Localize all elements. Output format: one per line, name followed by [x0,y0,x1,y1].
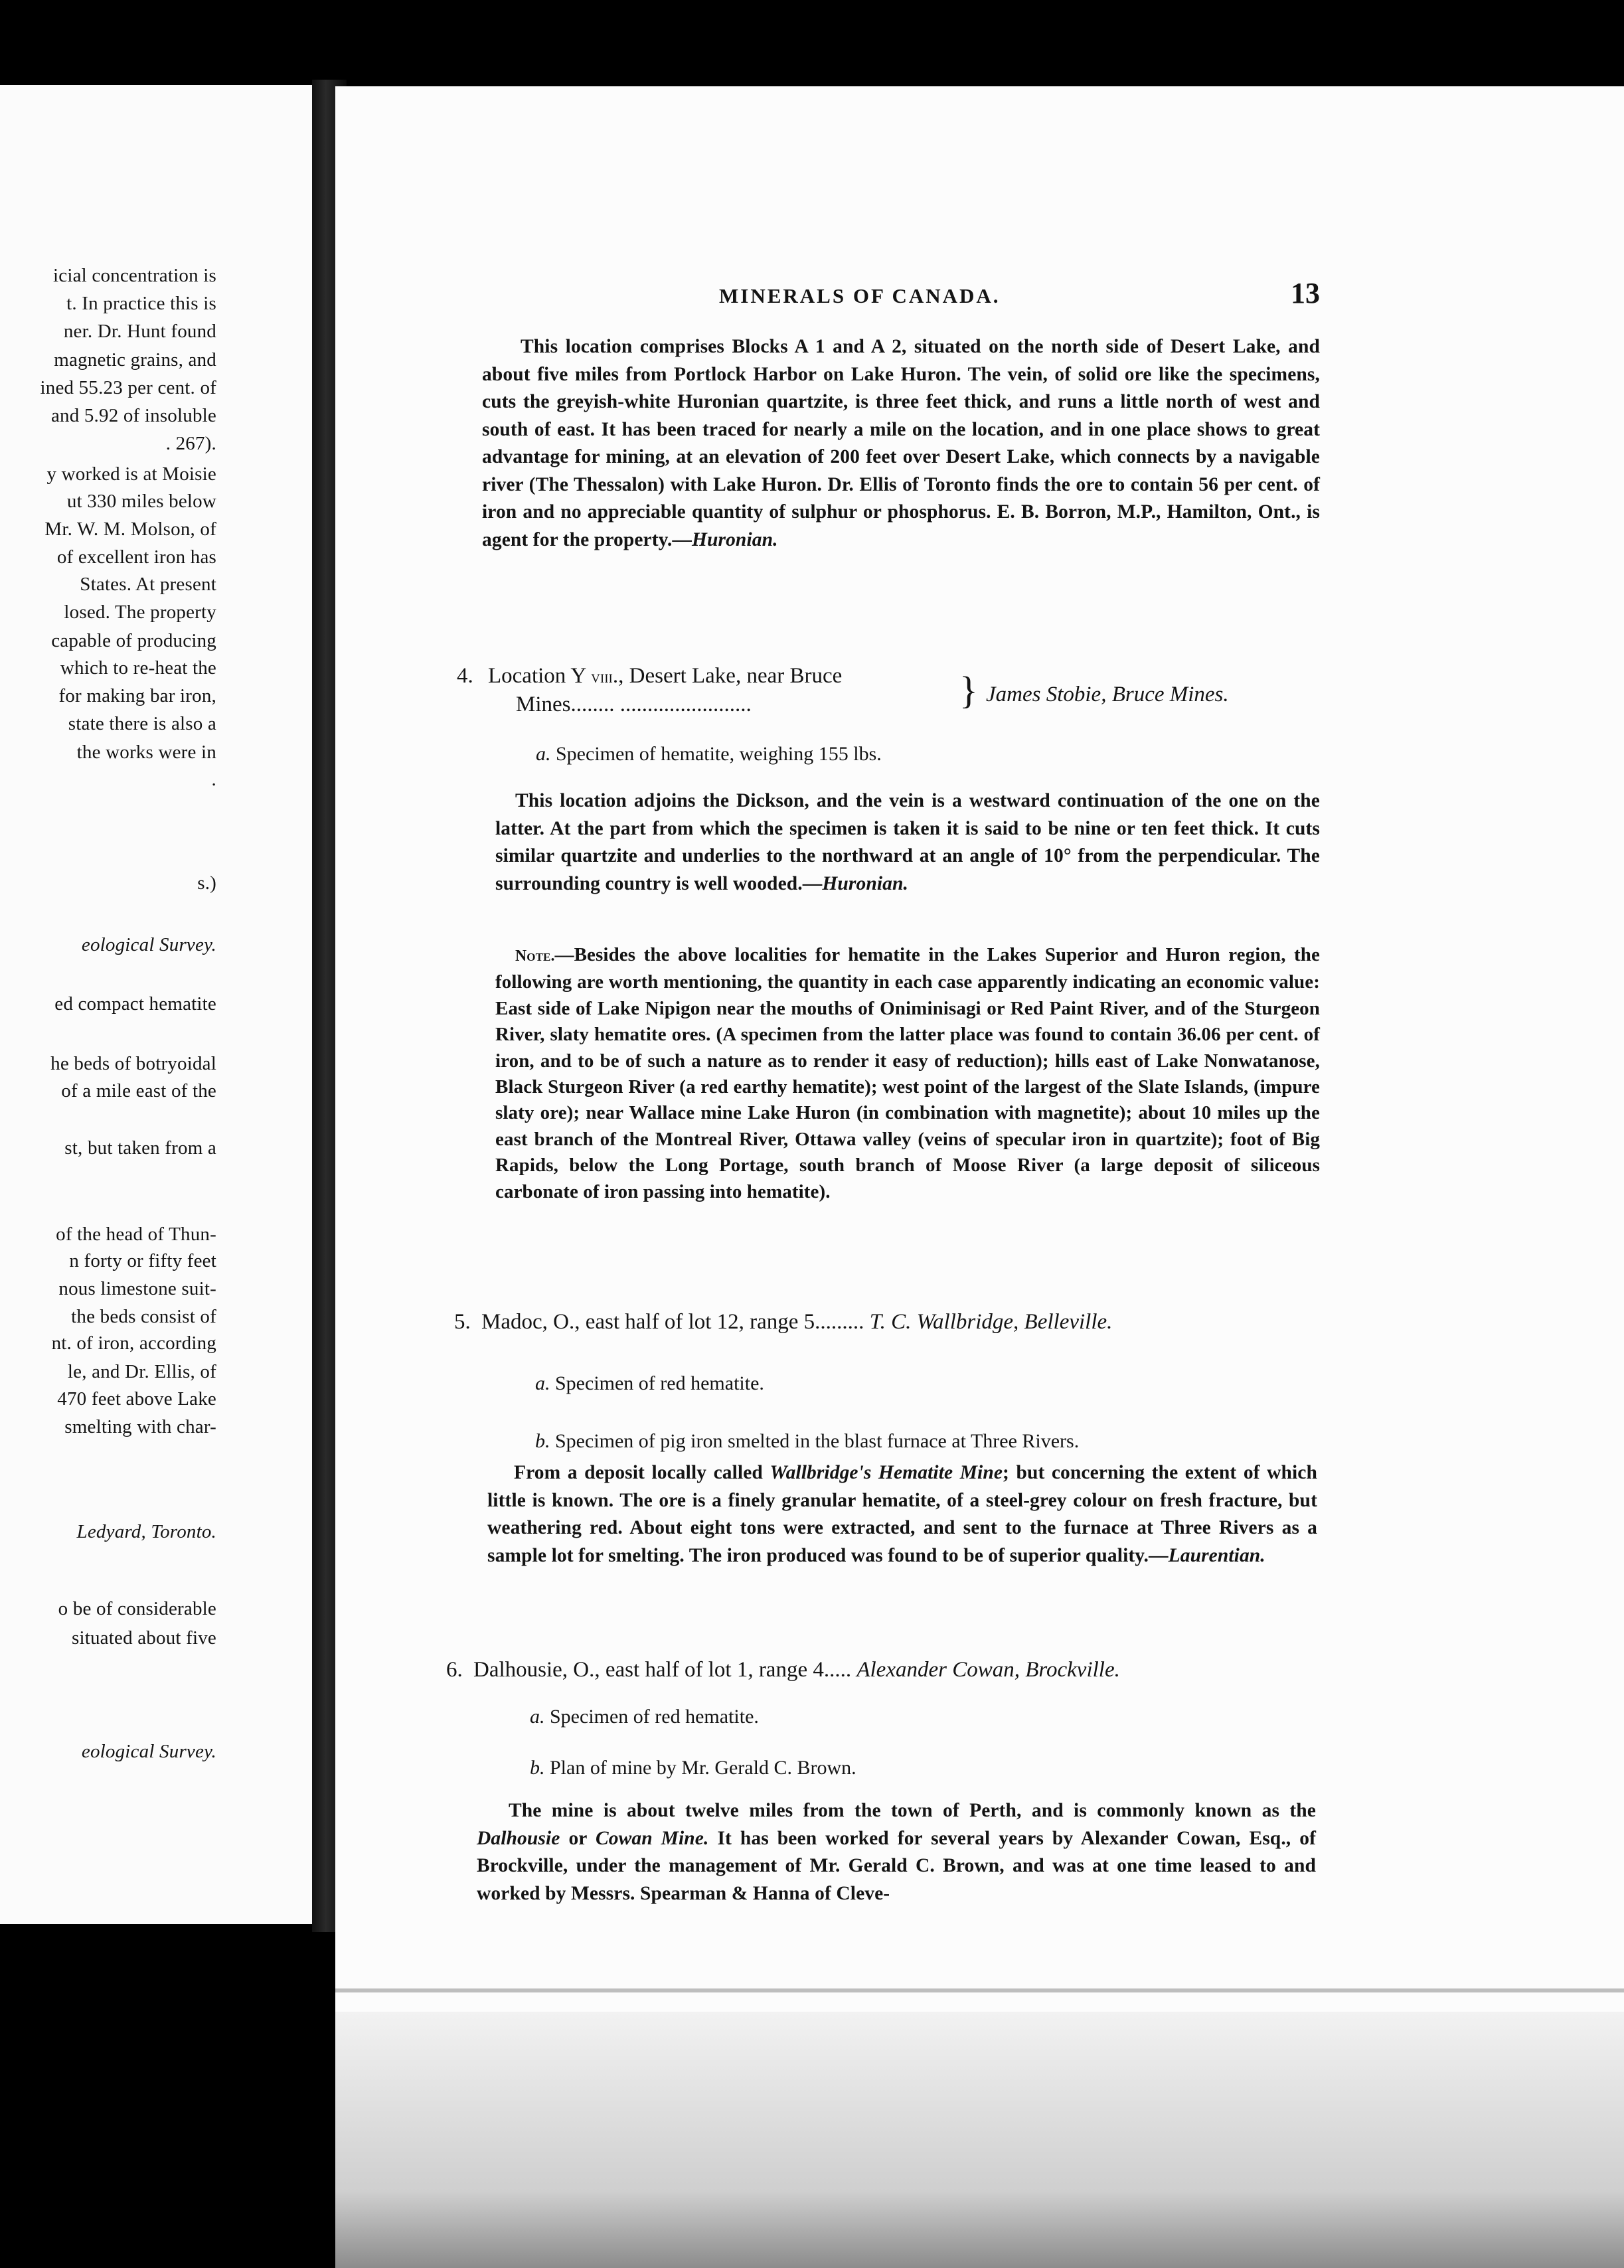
entry-5-item-b [535,1428,1079,1455]
note-label: Note. [515,947,555,965]
facing-page-line: . 267). [165,433,216,454]
paragraph-text: From a deposit locally called [514,1462,763,1483]
facing-page-line: le, and Dr. Ellis, of [67,1361,216,1382]
brace-icon: } [959,669,978,712]
entry-4-paragraph-text: This location adjoins the Dickson, and the vein is a westward continuation of the one on the latter. At the part from which the specimen is taken it is said to be nine or ten feet thick. It cuts similar quartzite and underlies to the northward at an angle of 10° from the perpendicular. The surrounding country is well wooded.— [495,790,1320,894]
entry-location: Dalhousie, O., east half of lot 1, range 4..... [473,1658,852,1682]
entry-4-location [457,662,842,690]
entry-4-location-line2: Mines........ ........................ [516,692,752,716]
facing-page-line: nt. of iron, according [51,1333,216,1354]
facing-page-line: losed. The property [64,602,216,623]
facing-page-line: and 5.92 of insoluble [50,405,216,426]
entry-6-item-a [530,1704,759,1730]
entry-location-line1-rest: ., Desert Lake, near Bruce [612,664,843,688]
page-number: 13 [1291,277,1320,309]
entry-location: Madoc, O., east half of lot 12, range 5......... [481,1310,864,1334]
mine-name: Dalhousie [477,1827,560,1849]
facing-page-line: ner. Dr. Hunt found [63,321,216,342]
facing-page-line: y worked is at Moisie [46,463,216,485]
facing-page-line: st, but taken from a [64,1137,216,1159]
entry-number: 4. [457,664,473,688]
facing-page-line: ed compact hematite [54,993,216,1014]
entry-6-owner: Alexander Cowan, Brockville. [856,1658,1120,1682]
mine-name: Cowan Mine. [595,1827,709,1849]
item-letter: a. [535,1372,550,1394]
facing-page-line: . [211,769,216,790]
paragraph-text: ; but concerning the extent of which little is known. The ore is a finely granular hematite, of a steel-grey colour on fresh fracture, but weathering red. About eight tons were extracted, and sent to the furnace at Three Rivers as a sample lot for smelting. The iron produced was found to be of superior quality.— [487,1462,1317,1566]
intro-paragraph [482,333,1320,554]
facing-page-line: t. In practice this is [66,293,216,314]
facing-page-line: he beds of botryoidal [50,1053,216,1074]
note-text: —Besides the above localities for hematite in the Lakes Superior and Huron region, the following are worth mentioning, the quantity in each case apparently indicating an economic value: East side of Lake Nipigon near the mouths of Oniminisagi or Red Paint River, and of the Sturgeon River, slaty hematite ores. (A specimen from the latter place was found to contain 36.06 per cent. of iron, and to be of such a nature as to render it easy of reduction); hills east of Lake Nonwatanose, Black Sturgeon River (a red earthy hematite); west point of the largest of the Slate Islands, (impure slaty ore); near Wallace mine Lake Huron (in combination with magnetite); about 10 miles up the east branch of the Montreal River, Ottawa valley (veins of specular iron in quartzite); foot of Big Rapids, below the Long Portage, south branch of Moose River (a large deposit of siliceous carbonate of iron passing into hematite). [495,944,1320,1202]
facing-page-line: magnetic grains, and [54,349,216,370]
facing-page-line: 470 feet above Lake [57,1388,216,1410]
facing-page-line: situated about five [71,1627,216,1649]
facing-page-line: Mr. W. M. Molson, of [44,519,216,540]
facing-page-line: of the head of Thun- [56,1224,216,1245]
entry-6-paragraph [477,1797,1316,1907]
entry-number: 6. [446,1658,463,1682]
item-letter: b. [530,1757,545,1779]
facing-page-line: capable of producing [51,630,216,651]
item-letter: a. [530,1706,545,1728]
facing-page-line: eological Survey. [81,1741,216,1762]
paragraph-text: It has been worked for several years by Alexander Cowan, Esq., of Brockville, under the management of Mr. Gerald C. Brown, and was at one time leased to and worked by Messrs. Spearman & Hanna of Cleve- [477,1827,1316,1904]
item-text: Specimen of red hematite. [555,1372,764,1394]
facing-page-line: n forty or fifty feet [69,1250,216,1271]
entry-6-location [446,1656,1120,1684]
facing-page-line: Ledyard, Toronto. [76,1521,216,1542]
entry-4-paragraph [495,787,1320,898]
entry-5-location [454,1308,1112,1336]
facing-page-line: nous limestone suit- [58,1278,216,1299]
item-text: Specimen of pig iron smelted in the blast furnace at Three Rivers. [555,1430,1080,1452]
mine-name: Wallbridge's Hematite Mine [770,1462,1003,1483]
scan-line-divider [335,1988,1624,1992]
facing-page-line: icial concentration is [53,265,216,286]
facing-page-line: ined 55.23 per cent. of [40,377,216,398]
entry-5-paragraph [487,1459,1317,1570]
entry-number: 5. [454,1310,471,1334]
formation-label: Laurentian. [1168,1544,1265,1566]
entry-4-note [495,942,1320,1205]
paragraph-text: or [568,1827,587,1849]
entry-location-numeral: viii [591,667,613,687]
item-text: Specimen of hematite, weighing 155 lbs. [556,743,882,765]
facing-page-line: for making bar iron, [58,685,216,706]
facing-page-line: o be of considerable [58,1598,216,1619]
intro-paragraph-text: This location comprises Blocks A 1 and A 2, situated on the north side of Desert Lake, and about five miles from Portlock Harbor on Lake Huron. The vein, of solid ore like the specimens, cuts the greyish-white Huronian quartzite, is three feet thick, and runs a little north of west and south of east. It has been traced for nearly a mile on the location, and in one place shows to great advantage for mining, at an elevation of 200 feet over Desert Lake, which connects by a navigable river (The Thessalon) with Lake Huron. Dr. Ellis of Toronto finds the ore to contain 56 per cent. of iron and no appreciable quantity of sulphur or phosphorus. E. B. Borron, M.P., Hamilton, Ont., is agent for the property.— [482,336,1320,550]
entry-4-item-a [536,741,882,768]
item-letter: b. [535,1430,550,1452]
paragraph-text: The mine is about twelve miles from the town of Perth, and is commonly known as the [509,1800,1316,1821]
entry-4-owner: James Stobie, Bruce Mines. [986,683,1229,706]
facing-page-line: the beds consist of [71,1306,216,1327]
facing-page-line: of a mile east of the [61,1080,216,1101]
facing-page-line: which to re-heat the [60,657,216,679]
entry-5-owner: T. C. Wallbridge, Belleville. [869,1310,1113,1334]
formation-label: Huronian. [822,872,908,894]
facing-page-line: state there is also a [68,713,216,734]
facing-page-line: smelting with char- [64,1416,216,1437]
entry-6-item-b [530,1755,856,1781]
facing-page-fragment [0,85,312,1924]
item-text: Specimen of red hematite. [550,1706,759,1728]
entry-location-line1: Location Y [488,664,586,688]
item-text: Plan of mine by Mr. Gerald C. Brown. [550,1757,856,1779]
item-letter: a. [536,743,551,765]
entry-5-item-a [535,1370,764,1397]
facing-page-line: of excellent iron has [56,546,216,568]
running-head: MINERALS OF CANADA. [719,284,1001,307]
facing-page-line: eological Survey. [81,934,216,955]
formation-label: Huronian. [691,528,778,550]
facing-page-line: the works were in [76,742,216,763]
blank-page-margin [335,2012,1624,2268]
facing-page-line: States. At present [80,574,216,595]
facing-page-line: ut 330 miles below [66,491,216,512]
facing-page-line: s.) [197,872,216,894]
